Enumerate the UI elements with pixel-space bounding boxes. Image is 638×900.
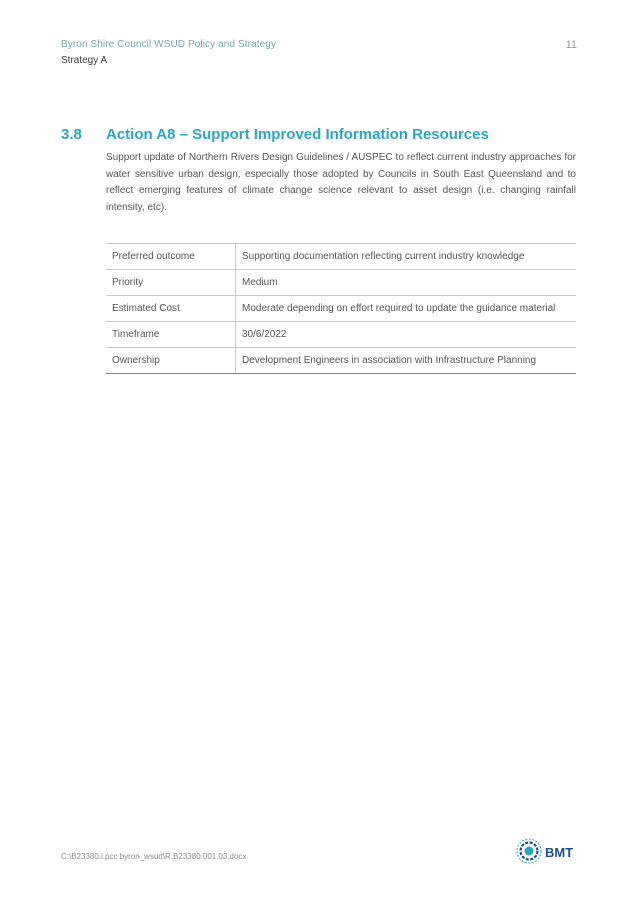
section-title: Action A8 – Support Improved Information Resources (106, 126, 489, 143)
row-value: Development Engineers in association with Infrastructure Planning (236, 348, 577, 374)
bmt-logo-text: BMT (545, 845, 574, 860)
section-body: Support update of Northern Rivers Design Guidelines / AUSPEC to reflect current industry approaches for water sensitive urban design, especially those adopted by Councils in South East Queensland and to reflect emerging features of climate change science relevant to asset design (i.e. changing rainfall intensity, etc). (106, 152, 576, 213)
document-title: Byron Shire Council WSUD Policy and Strategy (61, 39, 277, 50)
section-number: 3.8 (61, 126, 82, 143)
table-row (106, 322, 576, 348)
row-value: 30/6/2022 (236, 322, 577, 348)
document-subtitle: Strategy A (61, 55, 108, 66)
page-number: 11 (565, 39, 577, 51)
row-value: Moderate depending on effort required to update the guidance material (236, 296, 577, 322)
row-value: Supporting documentation reflecting current industry knowledge (236, 244, 577, 270)
row-label: Ownership (106, 348, 236, 374)
row-value: Medium (236, 270, 577, 296)
row-label: Timeframe (106, 322, 236, 348)
row-label: Estimated Cost (106, 296, 236, 322)
action-table (106, 243, 576, 374)
table-row (106, 244, 576, 270)
table-row (106, 348, 576, 374)
bmt-logo (514, 836, 578, 866)
table-row (106, 270, 576, 296)
row-label: Priority (106, 270, 236, 296)
bmt-globe-icon (514, 836, 544, 866)
row-label: Preferred outcome (106, 244, 236, 270)
footer-file-path: C:\B23380.i.pcc byron_wsud\R.B23380.001.03.docx (61, 852, 247, 861)
table-row (106, 296, 576, 322)
